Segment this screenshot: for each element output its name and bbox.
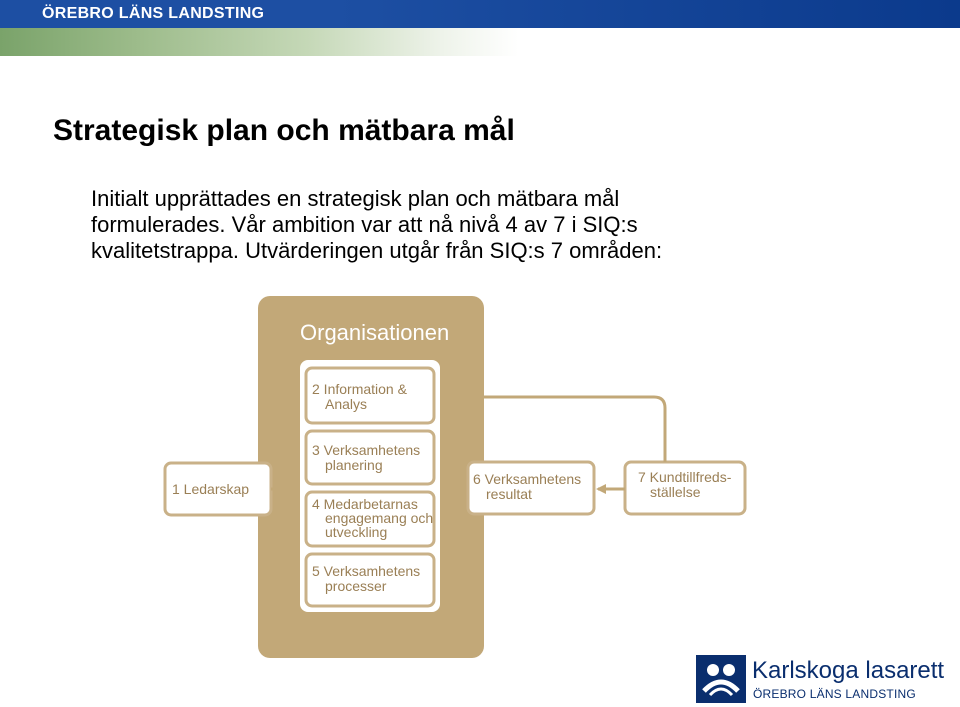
body-line-1: Initialt upprättades en strategisk plan och mätbara mål: [91, 186, 620, 211]
node-resultat-line-2: resultat: [486, 486, 532, 502]
node-resultat-line-1: 6 Verksamhetens: [473, 471, 582, 487]
node-planering-line-1: 3 Verksamhetens: [312, 442, 421, 458]
node-processer-line-2: processer: [325, 578, 387, 594]
node-ledarskap-label: 1 Ledarskap: [172, 481, 250, 497]
slide-title: Strategisk plan och mätbara mål: [53, 114, 515, 147]
siq-model-diagram: [160, 290, 760, 660]
top-banner: [0, 0, 960, 28]
node-processer-line-1: 5 Verksamhetens: [312, 563, 421, 579]
node-medarbetare-line-2: engagemang och: [325, 510, 434, 526]
slide-body: [91, 186, 811, 264]
node-medarbetare-line-1: 4 Medarbetarnas: [312, 496, 418, 512]
body-line-2: formulerades. Vår ambition var att nå nivå 4 av 7 i SIQ:s: [91, 212, 638, 237]
logo-sub: ÖREBRO LÄNS LANDSTING: [753, 687, 916, 701]
org-name: ÖREBRO LÄNS LANDSTING: [42, 5, 265, 22]
organisation-label: Organisationen: [300, 320, 450, 345]
arrow-kund-feedback-to-information: [454, 397, 665, 462]
green-gradient-band: [0, 28, 960, 56]
node-information-line-1: 2 Information &: [312, 381, 407, 397]
karlskoga-logo-icon: [696, 655, 746, 703]
node-planering-line-2: planering: [325, 457, 383, 473]
node-kundtillfredsstallelse-line-2: ställelse: [650, 484, 701, 500]
node-kundtillfredsstallelse-line-1: 7 Kundtillfreds-: [638, 469, 732, 485]
logo-name: Karlskoga lasarett: [752, 657, 945, 684]
node-information-line-2: Analys: [325, 396, 368, 412]
body-line-3: kvalitetstrappa. Utvärderingen utgår från SIQ:s 7 områden:: [91, 238, 663, 263]
karlskoga-lasarett-logo: [696, 655, 946, 703]
node-medarbetare-line-3: utveckling: [325, 524, 388, 540]
